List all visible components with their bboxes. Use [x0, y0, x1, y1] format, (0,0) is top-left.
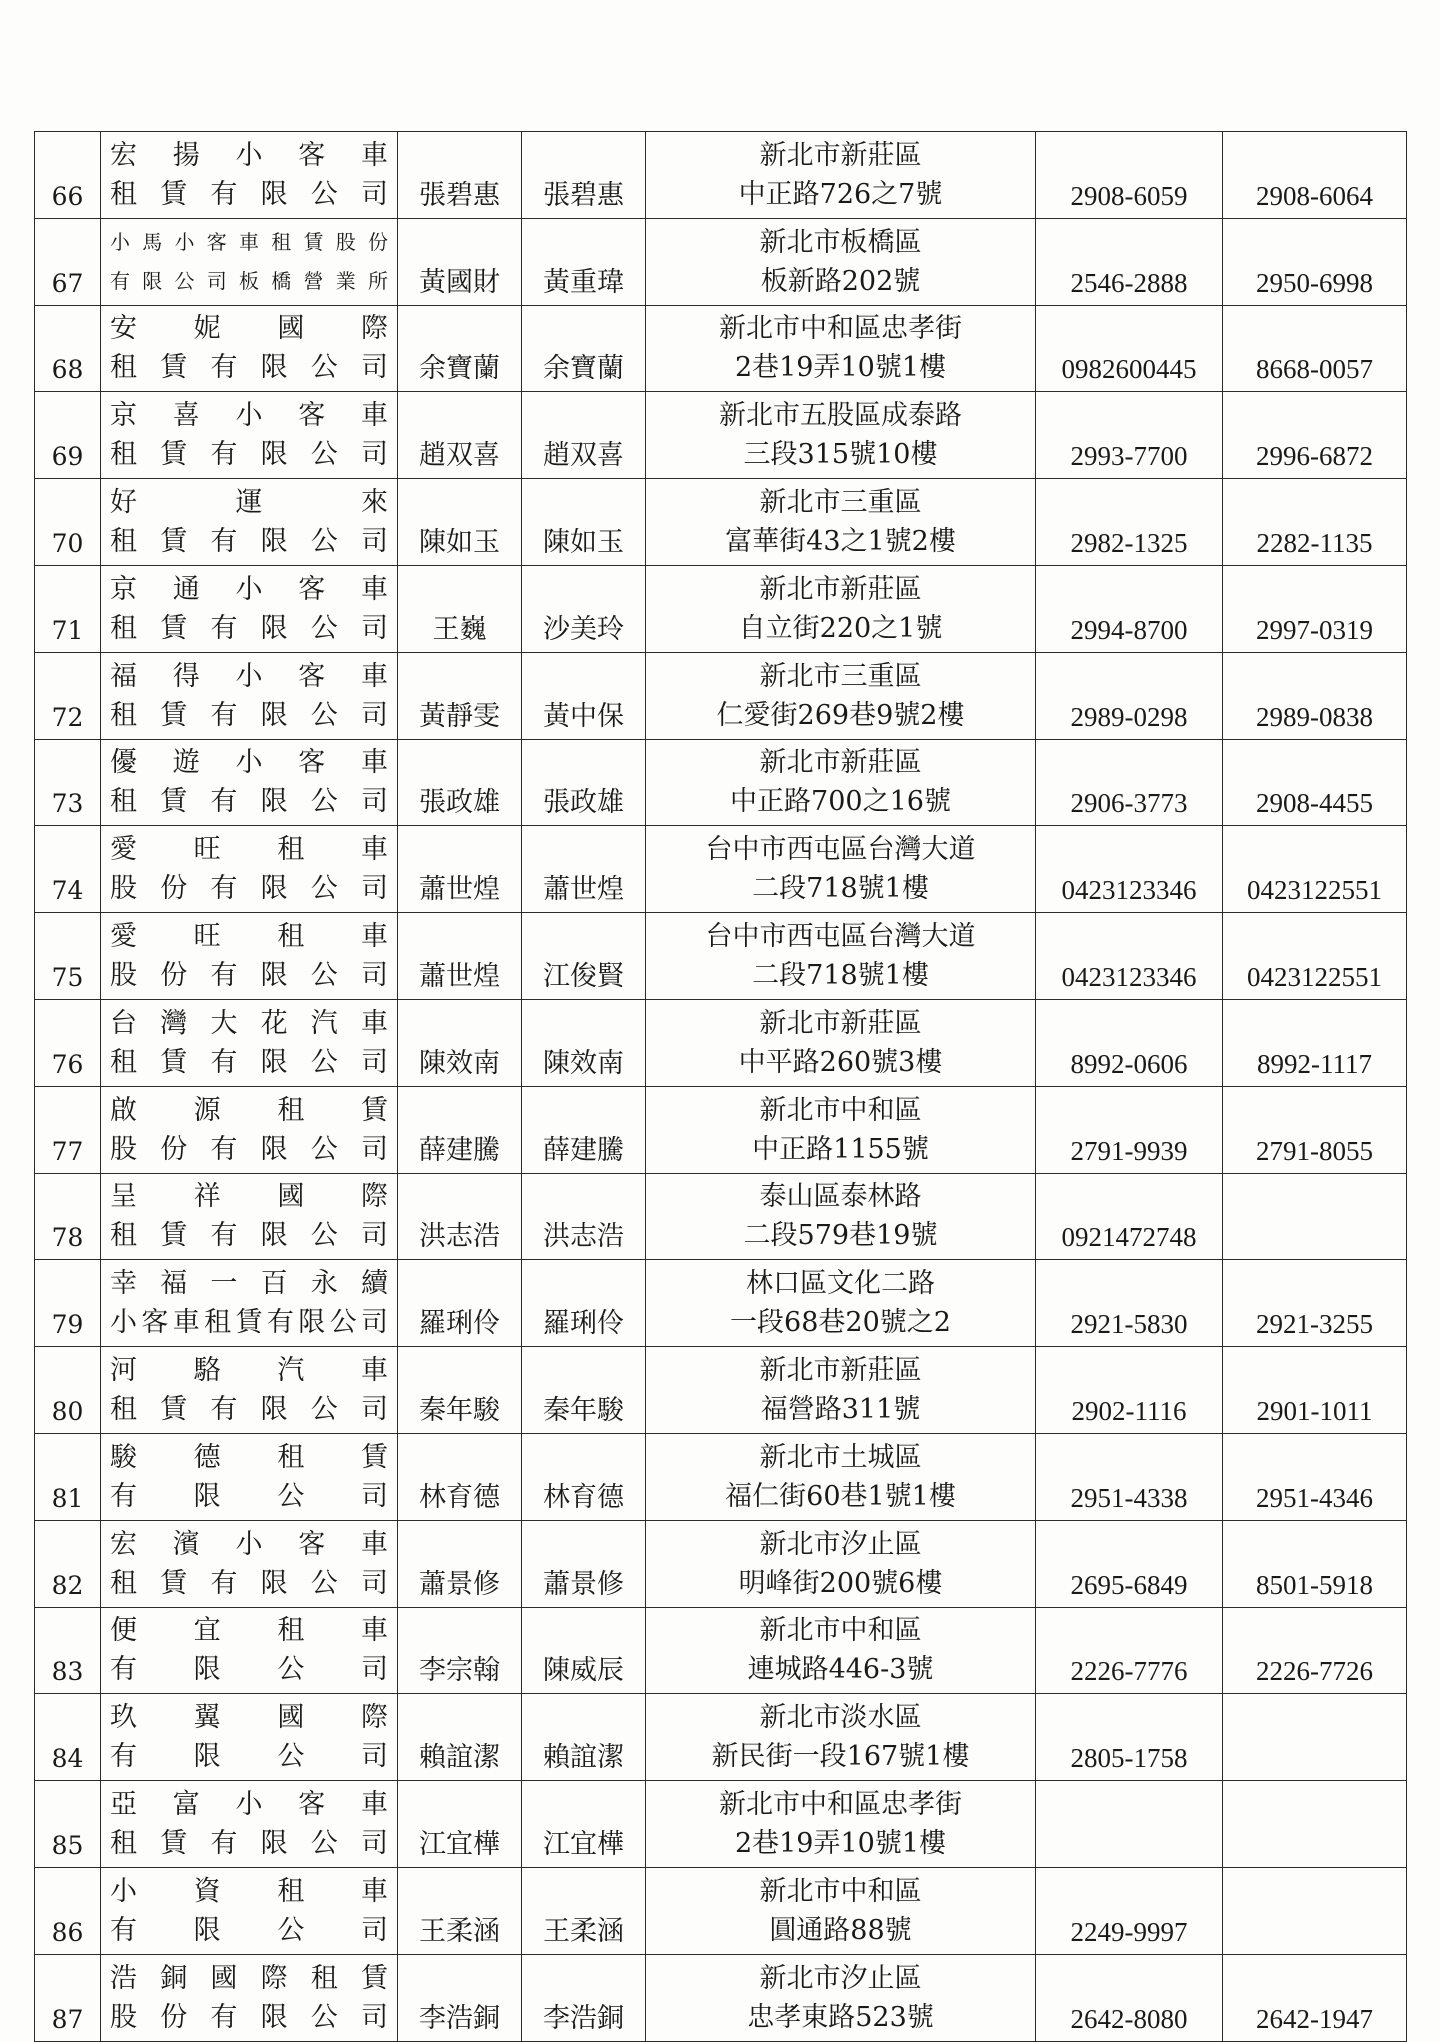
address-line-2: 二段718號1樓 — [752, 960, 929, 992]
contact-name: 江俊賢 — [522, 913, 646, 1000]
table-row — [35, 1173, 1407, 1260]
address-line-1: 新北市新莊區 — [759, 1007, 922, 1039]
row-number: 83 — [35, 1607, 101, 1694]
table-row — [35, 1433, 1407, 1520]
company-name — [101, 218, 398, 305]
address-line-2: 福仁街60巷1號1樓 — [725, 1480, 956, 1512]
phone-number: 2695-6849 — [1036, 1520, 1223, 1607]
address — [646, 1173, 1036, 1260]
address-line-2: 圓通路88號 — [769, 1914, 912, 1946]
fax-number: 8668-0057 — [1223, 305, 1407, 392]
company-name-line-2: 股份有限公司 — [110, 1133, 388, 1165]
address — [646, 739, 1036, 826]
phone-number: 2993-7700 — [1036, 392, 1223, 479]
company-name-line-2: 租賃有限公司 — [110, 699, 388, 731]
phone-number: 2791-9939 — [1036, 1086, 1223, 1173]
contact-name: 張政雄 — [522, 739, 646, 826]
owner-name: 林育德 — [398, 1433, 522, 1520]
company-name-line-2: 股份有限公司 — [110, 873, 388, 905]
row-number: 66 — [35, 132, 101, 219]
address-line-1: 新北市中和區 — [759, 1615, 922, 1647]
row-number: 74 — [35, 826, 101, 913]
company-name — [101, 1173, 398, 1260]
table-row — [35, 652, 1407, 739]
address — [646, 1694, 1036, 1781]
address-line-1: 新北市汐止區 — [759, 1528, 922, 1560]
table-row — [35, 1520, 1407, 1607]
row-number: 78 — [35, 1173, 101, 1260]
company-name-line-1: 宏揚小客車 — [110, 139, 388, 171]
table-row — [35, 1347, 1407, 1434]
address — [646, 1433, 1036, 1520]
phone-number: 2805-1758 — [1036, 1694, 1223, 1781]
company-name-line-2: 有限公司板橋營業所 — [110, 268, 388, 293]
address-line-2: 明峰街200號6樓 — [738, 1567, 943, 1599]
phone-number: 0982600445 — [1036, 305, 1223, 392]
row-number: 72 — [35, 652, 101, 739]
phone-number: 2921-5830 — [1036, 1260, 1223, 1347]
contact-name: 洪志浩 — [522, 1173, 646, 1260]
address-line-2: 連城路446-3號 — [747, 1654, 934, 1686]
table-row — [35, 739, 1407, 826]
address-line-1: 新北市汐止區 — [759, 1962, 922, 1994]
address-line-1: 泰山區泰林路 — [759, 1181, 922, 1213]
owner-name: 薛建騰 — [398, 1086, 522, 1173]
address — [646, 913, 1036, 1000]
company-name-line-2: 租賃有限公司 — [110, 1567, 388, 1599]
address — [646, 1781, 1036, 1868]
address-line-1: 新北市新莊區 — [759, 1355, 922, 1387]
owner-name: 李宗翰 — [398, 1607, 522, 1694]
company-name — [101, 1867, 398, 1954]
address — [646, 218, 1036, 305]
company-name-line-1: 好運來 — [110, 487, 388, 519]
table-row — [35, 132, 1407, 219]
company-name-line-1: 台灣大花汽車 — [110, 1007, 388, 1039]
fax-number — [1223, 1173, 1407, 1260]
company-name — [101, 1520, 398, 1607]
contact-name: 秦年駿 — [522, 1347, 646, 1434]
fax-number: 2226-7726 — [1223, 1607, 1407, 1694]
fax-number: 8992-1117 — [1223, 999, 1407, 1086]
company-name-line-1: 駿德租賃 — [110, 1441, 388, 1473]
address-line-1: 新北市新莊區 — [759, 747, 922, 779]
table-row — [35, 1086, 1407, 1173]
company-name-line-1: 小資租車 — [110, 1875, 388, 1907]
contact-name: 蕭世煌 — [522, 826, 646, 913]
contact-name: 薛建騰 — [522, 1086, 646, 1173]
address-line-2: 福營路311號 — [760, 1394, 921, 1426]
company-name — [101, 826, 398, 913]
address-line-1: 新北市三重區 — [759, 487, 922, 519]
contact-name: 余寶蘭 — [522, 305, 646, 392]
table-row — [35, 565, 1407, 652]
company-name-line-1: 浩銅國際租賃 — [110, 1962, 388, 1994]
address-line-1: 新北市中和區 — [759, 1875, 922, 1907]
company-name-line-2: 小客車租賃有限公司 — [110, 1307, 388, 1339]
owner-name: 洪志浩 — [398, 1173, 522, 1260]
table-row — [35, 999, 1407, 1086]
owner-name: 黃靜雯 — [398, 652, 522, 739]
row-number: 87 — [35, 1954, 101, 2041]
row-number: 77 — [35, 1086, 101, 1173]
contact-name: 李浩銅 — [522, 1954, 646, 2041]
company-name-line-1: 安妮國際 — [110, 313, 388, 345]
contact-name: 陳如玉 — [522, 479, 646, 566]
company-name-line-2: 租賃有限公司 — [110, 439, 388, 471]
table-row — [35, 1781, 1407, 1868]
owner-name: 羅琍伶 — [398, 1260, 522, 1347]
owner-name: 賴誼潔 — [398, 1694, 522, 1781]
address-line-2: 富華街43之1號2樓 — [725, 526, 956, 558]
company-name-line-1: 亞富小客車 — [110, 1789, 388, 1821]
table-row — [35, 1954, 1407, 2041]
company-name — [101, 1607, 398, 1694]
fax-number: 2921-3255 — [1223, 1260, 1407, 1347]
contact-name: 黃中保 — [522, 652, 646, 739]
row-number: 79 — [35, 1260, 101, 1347]
company-name-line-1: 宏濱小客車 — [110, 1528, 388, 1560]
table-row — [35, 392, 1407, 479]
owner-name: 張碧惠 — [398, 132, 522, 219]
row-number: 67 — [35, 218, 101, 305]
phone-number: 2226-7776 — [1036, 1607, 1223, 1694]
contact-name: 沙美玲 — [522, 565, 646, 652]
address-line-1: 台中市西屯區台灣大道 — [705, 834, 976, 866]
address-line-1: 台中市西屯區台灣大道 — [705, 921, 976, 953]
address-line-2: 仁愛街269巷9號2樓 — [716, 699, 965, 731]
address-line-2: 三段315號10樓 — [743, 439, 938, 471]
company-name — [101, 652, 398, 739]
address-line-2: 2巷19弄10號1樓 — [734, 352, 947, 384]
row-number: 84 — [35, 1694, 101, 1781]
row-number: 82 — [35, 1520, 101, 1607]
address-line-2: 中正路700之16號 — [730, 786, 951, 818]
contact-name: 賴誼潔 — [522, 1694, 646, 1781]
table-row — [35, 1607, 1407, 1694]
company-name — [101, 1260, 398, 1347]
address-line-2: 板新路202號 — [760, 265, 921, 297]
company-name — [101, 1086, 398, 1173]
company-name-line-1: 河駱汽車 — [110, 1355, 388, 1387]
company-name — [101, 913, 398, 1000]
company-name-line-2: 租賃有限公司 — [110, 178, 388, 210]
address-line-2: 忠孝東路523號 — [747, 2001, 934, 2033]
fax-number — [1223, 1867, 1407, 1954]
company-name-line-2: 租賃有限公司 — [110, 1220, 388, 1252]
company-name-line-1: 福得小客車 — [110, 660, 388, 692]
phone-number — [1036, 1781, 1223, 1868]
contact-name: 黃重瑋 — [522, 218, 646, 305]
fax-number: 2642-1947 — [1223, 1954, 1407, 2041]
company-name — [101, 739, 398, 826]
address-line-1: 新北市新莊區 — [759, 573, 922, 605]
address — [646, 1867, 1036, 1954]
company-name-line-1: 優遊小客車 — [110, 747, 388, 779]
contact-name: 趙双喜 — [522, 392, 646, 479]
owner-name: 李浩銅 — [398, 1954, 522, 2041]
address — [646, 305, 1036, 392]
address-line-2: 中平路260號3樓 — [738, 1046, 943, 1078]
fax-number: 2908-6064 — [1223, 132, 1407, 219]
address-line-2: 2巷19弄10號1樓 — [734, 1828, 947, 1860]
company-name-line-1: 京喜小客車 — [110, 400, 388, 432]
owner-name: 余寶蘭 — [398, 305, 522, 392]
company-name-line-2: 租賃有限公司 — [110, 526, 388, 558]
owner-name: 王柔涵 — [398, 1867, 522, 1954]
owner-name: 蕭世煌 — [398, 826, 522, 913]
fax-number: 2950-6998 — [1223, 218, 1407, 305]
address-line-1: 新北市五股區成泰路 — [719, 400, 962, 432]
address — [646, 479, 1036, 566]
address-line-2: 中正路1155號 — [752, 1133, 929, 1165]
address-line-2: 二段579巷19號 — [743, 1220, 938, 1252]
address-line-2: 中正路726之7號 — [738, 178, 943, 210]
contact-name: 羅琍伶 — [522, 1260, 646, 1347]
address — [646, 1520, 1036, 1607]
fax-number: 2901-1011 — [1223, 1347, 1407, 1434]
phone-number: 0423123346 — [1036, 826, 1223, 913]
address — [646, 652, 1036, 739]
fax-number: 2282-1135 — [1223, 479, 1407, 566]
address-line-1: 新北市淡水區 — [759, 1702, 922, 1734]
table-row — [35, 913, 1407, 1000]
phone-number: 2994-8700 — [1036, 565, 1223, 652]
table-row — [35, 1694, 1407, 1781]
row-number: 76 — [35, 999, 101, 1086]
row-number: 86 — [35, 1867, 101, 1954]
contact-name: 張碧惠 — [522, 132, 646, 219]
row-number: 71 — [35, 565, 101, 652]
company-name-line-2: 有限公司 — [110, 1654, 388, 1686]
contact-name: 王柔涵 — [522, 1867, 646, 1954]
row-number: 81 — [35, 1433, 101, 1520]
company-name — [101, 1347, 398, 1434]
phone-number: 2989-0298 — [1036, 652, 1223, 739]
address-line-1: 新北市板橋區 — [759, 226, 922, 258]
phone-number: 0921472748 — [1036, 1173, 1223, 1260]
fax-number: 0423122551 — [1223, 913, 1407, 1000]
row-number: 70 — [35, 479, 101, 566]
address — [646, 1260, 1036, 1347]
fax-number: 2997-0319 — [1223, 565, 1407, 652]
rental-company-table — [34, 131, 1407, 2042]
company-name — [101, 565, 398, 652]
phone-number: 2249-9997 — [1036, 1867, 1223, 1954]
company-name — [101, 392, 398, 479]
address-line-1: 新北市土城區 — [759, 1441, 922, 1473]
company-name-line-2: 股份有限公司 — [110, 960, 388, 992]
phone-number: 2642-8080 — [1036, 1954, 1223, 2041]
table-row — [35, 479, 1407, 566]
company-name-line-1: 便宜租車 — [110, 1615, 388, 1647]
fax-number: 2791-8055 — [1223, 1086, 1407, 1173]
phone-number: 8992-0606 — [1036, 999, 1223, 1086]
row-number: 80 — [35, 1347, 101, 1434]
address — [646, 826, 1036, 913]
phone-number: 2902-1116 — [1036, 1347, 1223, 1434]
address — [646, 132, 1036, 219]
row-number: 75 — [35, 913, 101, 1000]
owner-name: 陳如玉 — [398, 479, 522, 566]
phone-number: 2906-3773 — [1036, 739, 1223, 826]
address-line-1: 新北市新莊區 — [759, 139, 922, 171]
company-name-line-1: 京通小客車 — [110, 573, 388, 605]
company-name-line-1: 啟源租賃 — [110, 1094, 388, 1126]
owner-name: 張政雄 — [398, 739, 522, 826]
company-name — [101, 1781, 398, 1868]
company-name-line-1: 幸福一百永續 — [110, 1268, 388, 1300]
company-name-line-2: 租賃有限公司 — [110, 352, 388, 384]
row-number: 85 — [35, 1781, 101, 1868]
company-name-line-2: 租賃有限公司 — [110, 1046, 388, 1078]
address — [646, 565, 1036, 652]
contact-name: 蕭景修 — [522, 1520, 646, 1607]
row-number: 68 — [35, 305, 101, 392]
company-name-line-2: 租賃有限公司 — [110, 786, 388, 818]
owner-name: 王巍 — [398, 565, 522, 652]
company-name — [101, 1954, 398, 2041]
owner-name: 趙双喜 — [398, 392, 522, 479]
owner-name: 陳效南 — [398, 999, 522, 1086]
phone-number: 2951-4338 — [1036, 1433, 1223, 1520]
fax-number — [1223, 1781, 1407, 1868]
address-line-1: 新北市中和區忠孝街 — [719, 313, 962, 345]
company-name-line-2: 租賃有限公司 — [110, 1828, 388, 1860]
company-name — [101, 1433, 398, 1520]
address-line-1: 新北市中和區忠孝街 — [719, 1789, 962, 1821]
phone-number: 2546-2888 — [1036, 218, 1223, 305]
company-name-line-1: 愛旺租車 — [110, 921, 388, 953]
address-line-2: 自立街220之1號 — [738, 612, 943, 644]
company-name-line-1: 呈祥國際 — [110, 1181, 388, 1213]
fax-number: 0423122551 — [1223, 826, 1407, 913]
phone-number: 0423123346 — [1036, 913, 1223, 1000]
company-name — [101, 305, 398, 392]
fax-number: 2951-4346 — [1223, 1433, 1407, 1520]
company-name — [101, 1694, 398, 1781]
owner-name: 黃國財 — [398, 218, 522, 305]
company-name-line-1: 小馬小客車租賃股份 — [110, 229, 388, 254]
company-name-line-2: 租賃有限公司 — [110, 1394, 388, 1426]
company-name-line-2: 有限公司 — [110, 1914, 388, 1946]
fax-number: 2908-4455 — [1223, 739, 1407, 826]
table-body — [35, 132, 1407, 2042]
company-name-line-2: 有限公司 — [110, 1480, 388, 1512]
owner-name: 蕭世煌 — [398, 913, 522, 1000]
address — [646, 1954, 1036, 2041]
contact-name: 林育德 — [522, 1433, 646, 1520]
company-name-line-2: 租賃有限公司 — [110, 612, 388, 644]
owner-name: 蕭景修 — [398, 1520, 522, 1607]
fax-number: 2996-6872 — [1223, 392, 1407, 479]
table-row — [35, 1260, 1407, 1347]
address-line-1: 林口區文化二路 — [746, 1268, 935, 1300]
row-number: 73 — [35, 739, 101, 826]
company-name-line-1: 玖翼國際 — [110, 1702, 388, 1734]
address — [646, 392, 1036, 479]
company-name — [101, 479, 398, 566]
address-line-2: 新民街一段167號1樓 — [711, 1741, 970, 1773]
address-line-2: 一段68巷20號之2 — [730, 1307, 951, 1339]
company-name-line-1: 愛旺租車 — [110, 834, 388, 866]
address-line-2: 二段718號1樓 — [752, 873, 929, 905]
address — [646, 1347, 1036, 1434]
company-name-line-2: 股份有限公司 — [110, 2001, 388, 2033]
row-number: 69 — [35, 392, 101, 479]
contact-name: 陳效南 — [522, 999, 646, 1086]
fax-number: 2989-0838 — [1223, 652, 1407, 739]
company-name — [101, 999, 398, 1086]
owner-name: 江宜樺 — [398, 1781, 522, 1868]
company-name-line-2: 有限公司 — [110, 1741, 388, 1773]
address — [646, 1607, 1036, 1694]
address — [646, 1086, 1036, 1173]
contact-name: 江宜樺 — [522, 1781, 646, 1868]
table-row — [35, 218, 1407, 305]
fax-number: 8501-5918 — [1223, 1520, 1407, 1607]
table-row — [35, 826, 1407, 913]
phone-number: 2908-6059 — [1036, 132, 1223, 219]
table-row — [35, 1867, 1407, 1954]
address-line-1: 新北市三重區 — [759, 660, 922, 692]
owner-name: 秦年駿 — [398, 1347, 522, 1434]
address — [646, 999, 1036, 1086]
phone-number: 2982-1325 — [1036, 479, 1223, 566]
table-row — [35, 305, 1407, 392]
fax-number — [1223, 1694, 1407, 1781]
contact-name: 陳威辰 — [522, 1607, 646, 1694]
address-line-1: 新北市中和區 — [759, 1094, 922, 1126]
company-name — [101, 132, 398, 219]
